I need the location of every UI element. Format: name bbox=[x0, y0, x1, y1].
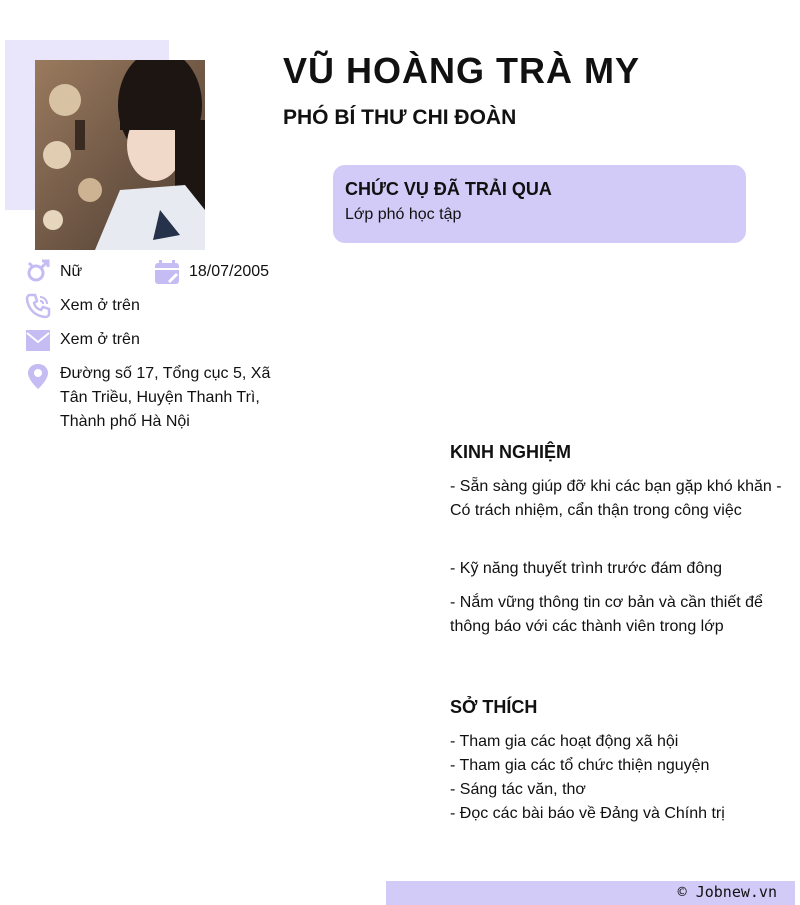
footer-bar bbox=[386, 881, 795, 905]
phone-value: Xem ở trên bbox=[60, 297, 140, 314]
hobbies-title: SỞ THÍCH bbox=[450, 697, 538, 717]
address-value bbox=[60, 362, 270, 434]
gender-icon bbox=[25, 259, 51, 285]
roles-title: CHỨC VỤ ĐÃ TRẢI QUA bbox=[345, 179, 552, 199]
hobby-item: - Đọc các bài báo về Đảng và Chính trị bbox=[450, 805, 725, 822]
mail-icon bbox=[25, 327, 51, 353]
address-line: Tân Triều, Huyện Thanh Trì, bbox=[60, 389, 260, 406]
experience-item: - Sẵn sàng giúp đỡ khi các bạn gặp khó khăn - Có trách nhiệm, cẩn thận trong công việc bbox=[450, 478, 782, 519]
email-value: Xem ở trên bbox=[60, 331, 140, 348]
experience-title: KINH NGHIỆM bbox=[450, 442, 571, 462]
candidate-name: VŨ HOÀNG TRÀ MY bbox=[283, 50, 640, 91]
hobby-item: - Sáng tác văn, thơ bbox=[450, 781, 586, 798]
phone-icon bbox=[25, 293, 51, 319]
location-pin-icon bbox=[25, 363, 51, 389]
experience-item: - Kỹ năng thuyết trình trước đám đông bbox=[450, 560, 723, 577]
roles-card bbox=[333, 165, 746, 243]
birthdate-value: 18/07/2005 bbox=[189, 263, 270, 280]
address-line: Thành phố Hà Nội bbox=[60, 413, 190, 430]
gender-value: Nữ bbox=[60, 263, 83, 280]
hobby-item: - Tham gia các hoạt động xã hội bbox=[450, 733, 679, 750]
candidate-position: PHÓ BÍ THƯ CHI ĐOÀN bbox=[283, 106, 517, 129]
experience-item: - Nắm vững thông tin cơ bản và cần thiết để thông báo với các thành viên trong lớp bbox=[450, 594, 763, 635]
address-line: Đường số 17, Tổng cục 5, Xã bbox=[60, 365, 271, 382]
hobby-item: - Tham gia các tổ chức thiện nguyện bbox=[450, 757, 710, 774]
roles-value: Lớp phó học tập bbox=[345, 206, 462, 223]
profile-photo bbox=[35, 60, 205, 250]
footer-watermark: © Jobnew.vn bbox=[677, 883, 777, 901]
calendar-icon bbox=[154, 259, 180, 285]
